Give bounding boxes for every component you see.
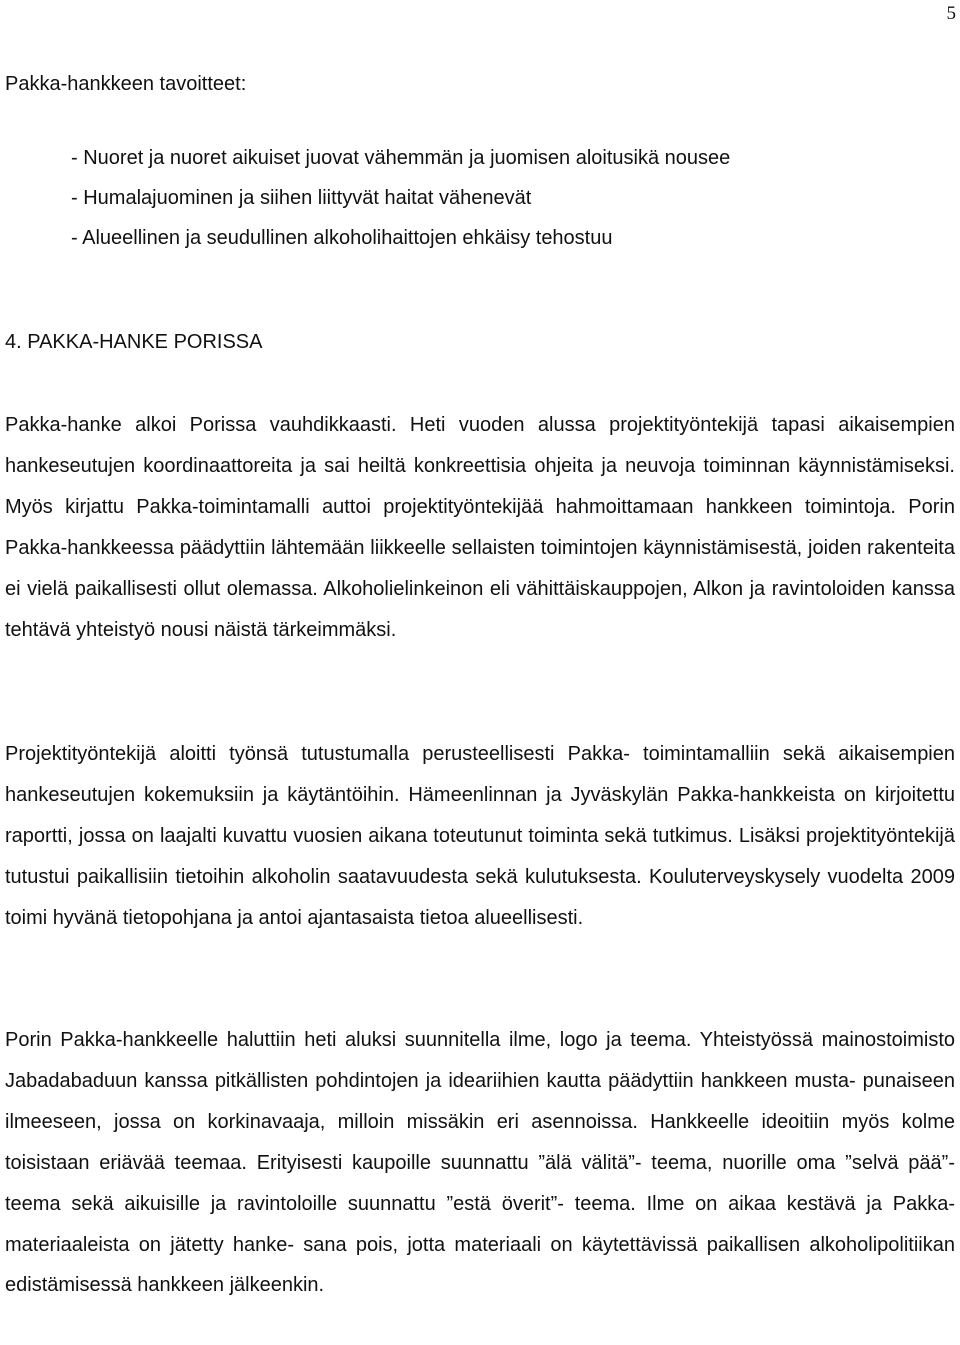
body-paragraph: Pakka-hanke alkoi Porissa vauhdikkaasti. Heti vuoden alussa projektityöntekijä tapasi aikaisempien hankeseutujen koordinaattoreita ja sai heiltä konkreettisia ohjeita ja neuvoja toiminnan käynnistämiseksi. Myös kirjattu Pakka-toimintamalli auttoi projektityöntekijää hahmoittamaan hankkeen toimintoja. Porin Pakka-hankkeessa päädyttiin lähtemään liikkeelle sellaisten toimintojen käynnistämisestä, joiden rakenteita ei vielä paikallisesti ollut olemassa. Alkoholielinkeinon eli vähittäiskauppojen, Alkon ja ravintoloiden kanssa tehtävä yhteistyö nousi näistä tärkeimmäksi. [5,414,955,641]
body-paragraph: Projektityöntekijä aloitti työnsä tutustumalla perusteellisesti Pakka- toimintamalliin sekä aikaisempien hankeseutujen kokemuksiin ja käytäntöihin. Hämeenlinnan ja Jyväskylän Pakka-hankkeista on kirjoitettu raportti, jossa on laajalti kuvattu vuosien aikana toteutunut toiminta sekä tutkimus. Lisäksi projektityöntekijä tutustui paikallisiin tietoihin alkoholin saatavuudesta sekä kulutuksesta. Kouluterveyskysely vuodelta 2009 toimi hyvänä tietopohjana ja antoi ajantasaista tietoa alueellisesti. [5,743,955,929]
section-heading: 4. PAKKA-HANKE PORISSA [5,331,263,353]
goals-heading: Pakka-hankkeen tavoitteet: [5,73,247,95]
goal-item: - Humalajuominen ja siihen liittyvät haitat vähenevät [71,187,532,209]
goals-list [71,138,730,258]
goal-item: - Alueellinen ja seudullinen alkoholihaittojen ehkäisy tehostuu [71,227,613,249]
page-number: 5 [946,3,956,24]
goal-item: - Nuoret ja nuoret aikuiset juovat vähemmän ja juomisen aloitusikä nousee [71,147,731,169]
body-paragraph: Porin Pakka-hankkeelle haluttiin heti aluksi suunnitella ilme, logo ja teema. Yhteistyössä mainostoimisto Jabadabaduun kanssa pitkällisten pohdintojen ja ideariihien kautta päädyttiin hankkeen musta- punaiseen ilmeeseen, jossa on korkinavaaja, milloin missäkin eri asennoissa. Hankkeelle ideoitiin myös kolme toisistaan eriävää teemaa. Erityisesti kaupoille suunnattu ”älä välitä”- teema, nuorille oma ”selvä pää”- teema sekä aikuisille ja ravintoloille suunnattu ”estä överit”- teema. Ilme on aikaa kestävä ja Pakka- materiaaleista on jätetty hanke- sana pois, jotta materiaali on käytettävissä paikallisen alkoholipolitiikan edistämisessä hankkeen jälkeenkin. [5,1029,955,1297]
